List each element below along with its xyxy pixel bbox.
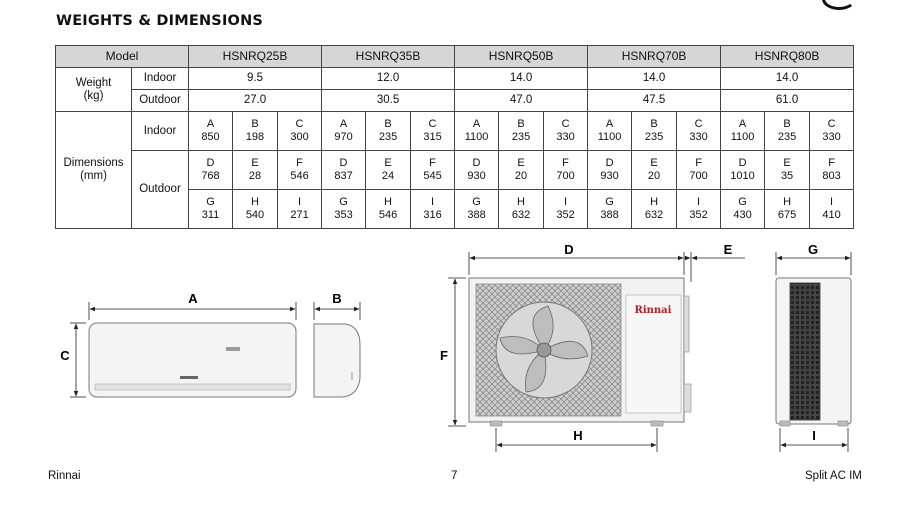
dim-letter: E: [517, 157, 525, 169]
indoor-logo-mark: [180, 376, 198, 379]
outdoor-label: Outdoor: [132, 151, 189, 229]
dim-value: 546: [290, 170, 309, 182]
service-valves: [684, 384, 691, 412]
weight-cell: 47.5: [588, 90, 721, 112]
dim-letter: I: [430, 196, 435, 208]
dim-cell: [810, 151, 854, 190]
dim-cell: [588, 112, 632, 151]
weight-cell: 14.0: [455, 68, 588, 90]
dim-letter: C: [428, 118, 437, 130]
dim-cell: [499, 151, 544, 190]
dim-cell: [411, 151, 455, 190]
dim-value: 545: [423, 170, 442, 182]
corner-decoration: [822, 0, 856, 10]
dim-value: 632: [644, 209, 664, 221]
dim-letter: B: [517, 118, 525, 130]
dim-value: 837: [334, 170, 353, 182]
dim-cell: [499, 190, 544, 229]
weight-cell: 47.0: [455, 90, 588, 112]
dimension-d: [469, 242, 684, 275]
dim-cell: [721, 151, 765, 190]
dim-cell: [189, 151, 233, 190]
dim-cell: [677, 151, 721, 190]
indoor-label: Indoor: [132, 68, 189, 90]
weight-indoor-row: [56, 68, 854, 90]
dim-value: 330: [689, 131, 708, 143]
dim-cell: [366, 190, 411, 229]
display-mark: [226, 347, 240, 351]
dim-value: 315: [423, 131, 442, 143]
weight-cell: 14.0: [588, 68, 721, 90]
dim-row-abc: [56, 112, 854, 151]
weight-cell: 14.0: [721, 68, 854, 90]
dim-value: 24: [381, 170, 395, 182]
dim-cell: [322, 190, 366, 229]
dim-letter: I: [564, 196, 568, 208]
model-header-cell: HSNRQ80B: [721, 46, 854, 68]
model-header-cell: HSNRQ35B: [322, 46, 455, 68]
model-header-cell: HSNRQ70B: [588, 46, 721, 68]
dim-cell: [721, 190, 765, 229]
dim-cell: [765, 151, 810, 190]
dim-value: 768: [201, 170, 220, 182]
dim-letter: H: [650, 196, 659, 208]
dim-cell: [278, 151, 322, 190]
weight-label-line1: Weight: [75, 76, 112, 89]
dim-letter: A: [339, 118, 348, 130]
dim-letter: C: [295, 118, 304, 130]
dim-letter: D: [339, 157, 348, 169]
dim-letter: A: [206, 118, 215, 130]
label-g: G: [807, 242, 819, 257]
footer-brand: Rinnai: [48, 470, 81, 482]
indoor-unit-front: [89, 323, 296, 397]
dim-value: 430: [733, 209, 752, 221]
dim-value: 388: [600, 209, 619, 221]
dim-value: 20: [514, 170, 528, 182]
dimension-a: [89, 291, 296, 320]
dimensions-label-line1: Dimensions: [63, 157, 124, 169]
dim-value: 1100: [597, 131, 622, 143]
dimension-f: [440, 278, 466, 426]
dim-value: 28: [248, 170, 262, 182]
dim-cell: [366, 151, 411, 190]
dim-letter: E: [251, 157, 259, 169]
dimension-g: [776, 242, 851, 275]
dim-cell: [189, 190, 233, 229]
dimensions-label: [56, 112, 132, 229]
dim-value: 388: [467, 209, 486, 221]
dim-cell: [278, 190, 322, 229]
dim-cell: [632, 151, 677, 190]
dim-row-def: [56, 151, 854, 190]
dim-letter: A: [738, 118, 747, 130]
dim-letter: H: [251, 196, 259, 208]
weight-cell: 30.5: [322, 90, 455, 112]
dim-cell: [810, 112, 854, 151]
weight-cell: 61.0: [721, 90, 854, 112]
dim-letter: E: [384, 157, 392, 169]
footer-doc-title: Split AC IM: [805, 470, 862, 482]
dim-value: 1010: [730, 170, 755, 182]
dim-letter: H: [517, 196, 525, 208]
dim-cell: [233, 190, 278, 229]
dim-cell: [721, 112, 765, 151]
weight-cell: 12.0: [322, 68, 455, 90]
dim-cell: [499, 112, 544, 151]
dim-value: 20: [647, 170, 661, 182]
dim-value: 803: [822, 170, 841, 182]
dimension-b: [314, 291, 360, 320]
dim-value: 632: [511, 209, 531, 221]
dim-cell: [411, 112, 455, 151]
dim-letter: C: [827, 118, 836, 130]
model-header-cell: HSNRQ25B: [189, 46, 322, 68]
dim-value: 271: [290, 209, 309, 221]
dim-cell: [455, 190, 499, 229]
dim-cell: [233, 112, 278, 151]
dimension-c: [60, 323, 86, 397]
weight-outdoor-row: [56, 90, 854, 112]
dim-value: 930: [467, 170, 486, 182]
dim-cell: [366, 112, 411, 151]
dim-cell: [765, 112, 810, 151]
dim-cell: [765, 190, 810, 229]
dim-value: 930: [600, 170, 619, 182]
dim-letter: I: [697, 196, 701, 208]
dim-letter: H: [384, 196, 392, 208]
outdoor-unit-front: [469, 278, 691, 426]
dim-value: 35: [780, 170, 794, 182]
dim-letter: A: [605, 118, 614, 130]
dim-letter: F: [429, 157, 436, 169]
dim-cell: [544, 190, 588, 229]
model-header: Model: [56, 46, 189, 68]
dimension-e: [684, 242, 745, 282]
dim-cell: [544, 112, 588, 151]
outdoor-unit-side: [776, 278, 851, 426]
dim-value: 410: [822, 209, 841, 221]
dim-cell: [588, 190, 632, 229]
dim-letter: B: [783, 118, 791, 130]
label-f: F: [440, 348, 448, 363]
dimensions-label-line2: (mm): [80, 170, 107, 182]
label-d: D: [564, 242, 574, 257]
dim-value: 198: [245, 131, 265, 143]
dim-value: 235: [777, 131, 797, 143]
dimension-diagram: [0, 238, 904, 458]
page-number: 7: [451, 470, 458, 482]
dim-letter: E: [783, 157, 791, 169]
dim-cell: [233, 151, 278, 190]
dim-cell: [322, 112, 366, 151]
dim-value: 353: [334, 209, 353, 221]
dim-letter: G: [339, 196, 348, 208]
dim-value: 700: [689, 170, 708, 182]
outdoor-label: Outdoor: [132, 90, 189, 112]
dim-cell: [677, 112, 721, 151]
dim-letter: G: [605, 196, 614, 208]
dim-letter: C: [561, 118, 570, 130]
dim-cell: [322, 151, 366, 190]
dim-letter: D: [738, 157, 747, 169]
dim-cell: [278, 112, 322, 151]
dim-value: 235: [378, 131, 398, 143]
dim-cell: [189, 112, 233, 151]
dim-letter: F: [695, 157, 702, 169]
dim-value: 700: [556, 170, 575, 182]
weight-cell: 9.5: [189, 68, 322, 90]
header-row: [56, 46, 854, 68]
label-a: A: [188, 291, 198, 306]
model-header-cell: HSNRQ50B: [455, 46, 588, 68]
dimensions-table: [55, 45, 854, 229]
dim-cell: [632, 190, 677, 229]
page-heading: WEIGHTS & DIMENSIONS: [56, 13, 264, 29]
dim-value: 235: [644, 131, 664, 143]
label-e: E: [723, 242, 733, 257]
dim-cell: [455, 151, 499, 190]
dim-letter: D: [472, 157, 481, 169]
dim-letter: D: [206, 157, 215, 169]
dim-cell: [810, 190, 854, 229]
dim-letter: G: [472, 196, 481, 208]
weight-label-line2: (kg): [83, 89, 104, 102]
dim-cell: [544, 151, 588, 190]
dim-letter: I: [297, 196, 302, 208]
label-h: H: [573, 428, 583, 443]
condenser-coil: [790, 283, 820, 420]
dim-letter: F: [296, 157, 303, 169]
dim-value: 675: [777, 209, 797, 221]
dim-value: 330: [556, 131, 575, 143]
dim-letter: B: [650, 118, 658, 130]
dim-letter: G: [738, 196, 747, 208]
dim-value: 352: [556, 209, 575, 221]
dim-letter: F: [828, 157, 835, 169]
dim-letter: H: [783, 196, 792, 208]
dim-letter: D: [605, 157, 614, 169]
dim-value: 1100: [464, 131, 489, 143]
dim-value: 300: [290, 131, 309, 143]
dimension-i: [780, 428, 848, 452]
dim-value: 850: [201, 131, 220, 143]
dim-value: 235: [511, 131, 531, 143]
label-c: C: [60, 348, 70, 363]
indoor-label: Indoor: [132, 112, 189, 151]
dim-letter: F: [562, 157, 569, 169]
dimension-h: [496, 428, 657, 452]
dim-letter: E: [650, 157, 658, 169]
dim-cell: [455, 112, 499, 151]
dim-value: 1100: [730, 131, 755, 143]
dim-cell: [588, 151, 632, 190]
label-i: I: [812, 428, 816, 443]
label-b: B: [332, 291, 342, 306]
dim-letter: B: [384, 118, 392, 130]
dim-letter: G: [206, 196, 215, 208]
dim-letter: I: [830, 196, 834, 208]
dim-value: 352: [689, 209, 708, 221]
dim-value: 970: [334, 131, 353, 143]
dim-value: 330: [822, 131, 841, 143]
dim-letter: A: [472, 118, 481, 130]
dim-cell: [677, 190, 721, 229]
brand-logo: Rinnai: [634, 305, 672, 316]
dim-letter: C: [694, 118, 703, 130]
dim-cell: [632, 112, 677, 151]
dim-cell: [411, 190, 455, 229]
weight-cell: 27.0: [189, 90, 322, 112]
weight-label: [56, 68, 132, 112]
dim-value: 540: [245, 209, 265, 221]
indoor-unit-side: [314, 324, 360, 397]
dim-letter: B: [251, 118, 259, 130]
dim-value: 311: [201, 209, 220, 221]
dim-value: 546: [378, 209, 398, 221]
dim-value: 316: [423, 209, 442, 221]
